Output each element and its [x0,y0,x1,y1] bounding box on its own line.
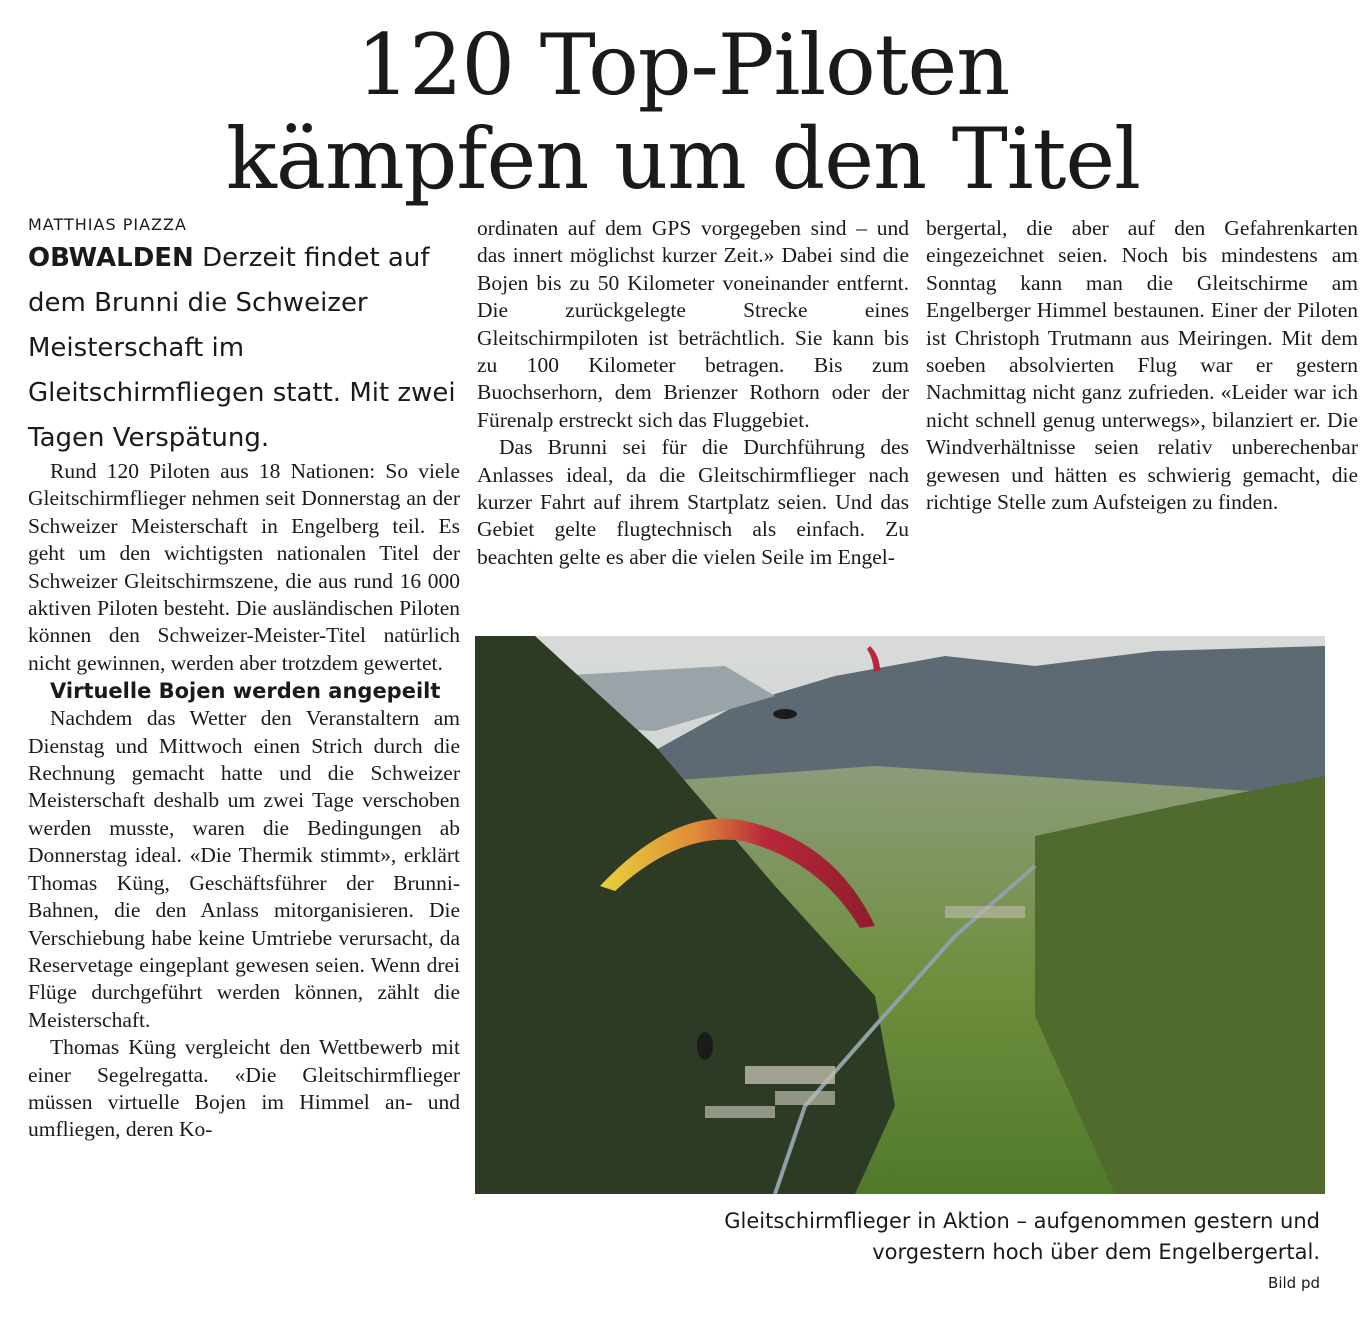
photo-caption: Gleitschirmflieger in Aktion – aufgenommen gestern und vorgestern hoch über dem Engelbergertal. [724,1209,1320,1264]
lead-paragraph [28,236,458,461]
body-paragraph-1: Rund 120 Piloten aus 18 Nationen: So viele Gleitschirmflieger nehmen seit Donnerstag an der Schweizer Meisterschaft in Engelberg teil. Es geht um den wichtigsten nationalen Titel der Schweizer Gleitschirmszene, die aus rund 16 000 aktiven Piloten besteht. Die ausländischen Piloten können den Schweizer-Meister-Titel natürlich nicht gewinnen, werden aber trotzdem gewertet. [28,459,460,675]
headline [0,18,1366,206]
lead-place: OBWALDEN [28,243,194,273]
author-byline: MATTHIAS PIAZZA [28,215,187,234]
body-paragraph-4-end: bergertal, die aber auf den Gefahrenkarten eingezeichnet seien. Noch bis mindestens am Sonntag kann man die Gleitschirme am Engelberger Himmel bestaunen. Einer der Piloten ist Christoph Trutmann aus Meiringen. Mit dem soeben absolvierten Flug war er gestern Nachmittag nicht ganz zufrieden. «Leider war ich nicht schnell genug unterwegs», bilanziert er. Die Windverhältnisse seien relativ unberechenbar gewesen und hätten es schwierig gemacht, die richtige Stelle zum Aufsteigen zu finden. [926,216,1358,515]
paraglider-pilot-far [773,709,797,719]
body-paragraph-4-start: Das Brunni sei für die Durchführung des Anlasses ideal, da die Gleitschirmflieger nach kurzer Fahrt auf ihrem Startplatz seien. Und das Gebiet gelte flugtechnisch als einfach. Zu beachten gelte es aber die vielen Seile im Engel- [477,435,909,569]
photo-credit: Bild pd [1268,1274,1320,1292]
headline-line-2: kämpfen um den Titel [226,110,1140,208]
headline-line-1: 120 Top-Piloten [356,16,1010,114]
body-paragraph-3-start: Thomas Küng vergleicht den Wettbewerb mit einer Segelregatta. «Die Gleitschirmflieger müssen virtuelle Bojen im Himmel an- und umfliegen, deren Ko- [28,1035,460,1142]
article-column-1 [28,458,460,1144]
valley-landscape-image [475,636,1325,1194]
article-column-3 [926,215,1358,516]
body-paragraph-3-end: ordinaten auf dem GPS vorgegeben sind – und das innert möglichst kurzer Zeit.» Dabei sind die Bojen bis zu 50 Kilometer voneinander entfernt. Die zurückgelegte Strecke eines Gleitschirmpiloten ist beträchtlich. Sie kann bis zu 100 Kilometer betragen. Bis zum Buochserhorn, dem Brienzer Rothorn oder der Fürenalp erstreckt sich das Fluggebiet. [477,216,909,432]
paraglider-pilot-near [697,1032,713,1060]
body-paragraph-2: Nachdem das Wetter den Veranstaltern am Dienstag und Mittwoch einen Strich durch die Rechnung gemacht hatte und die Schweizer Meisterschaft deshalb um zwei Tage verschoben werden musste, waren die Bedingungen ab Donnerstag ideal. «Die Thermik stimmt», erklärt Thomas Küng, Geschäftsführer der Brunni-Bahnen, die den Anlass mitorganisieren. Die Verschiebung habe keine Umtriebe verursacht, da Reservetage eingeplant gewesen seien. Wenn drei Flüge durchgeführt werden können, zählt die Meisterschaft. [28,706,460,1032]
lead-text: Derzeit findet auf dem Brunni die Schweizer Meisterschaft im Gleitschirmfliegen statt. Mit zwei Tagen Verspätung. [28,243,456,453]
paragliding-photo [475,636,1325,1194]
article-column-2 [477,215,909,571]
subheading: Virtuelle Bojen werden angepeilt [50,679,441,704]
